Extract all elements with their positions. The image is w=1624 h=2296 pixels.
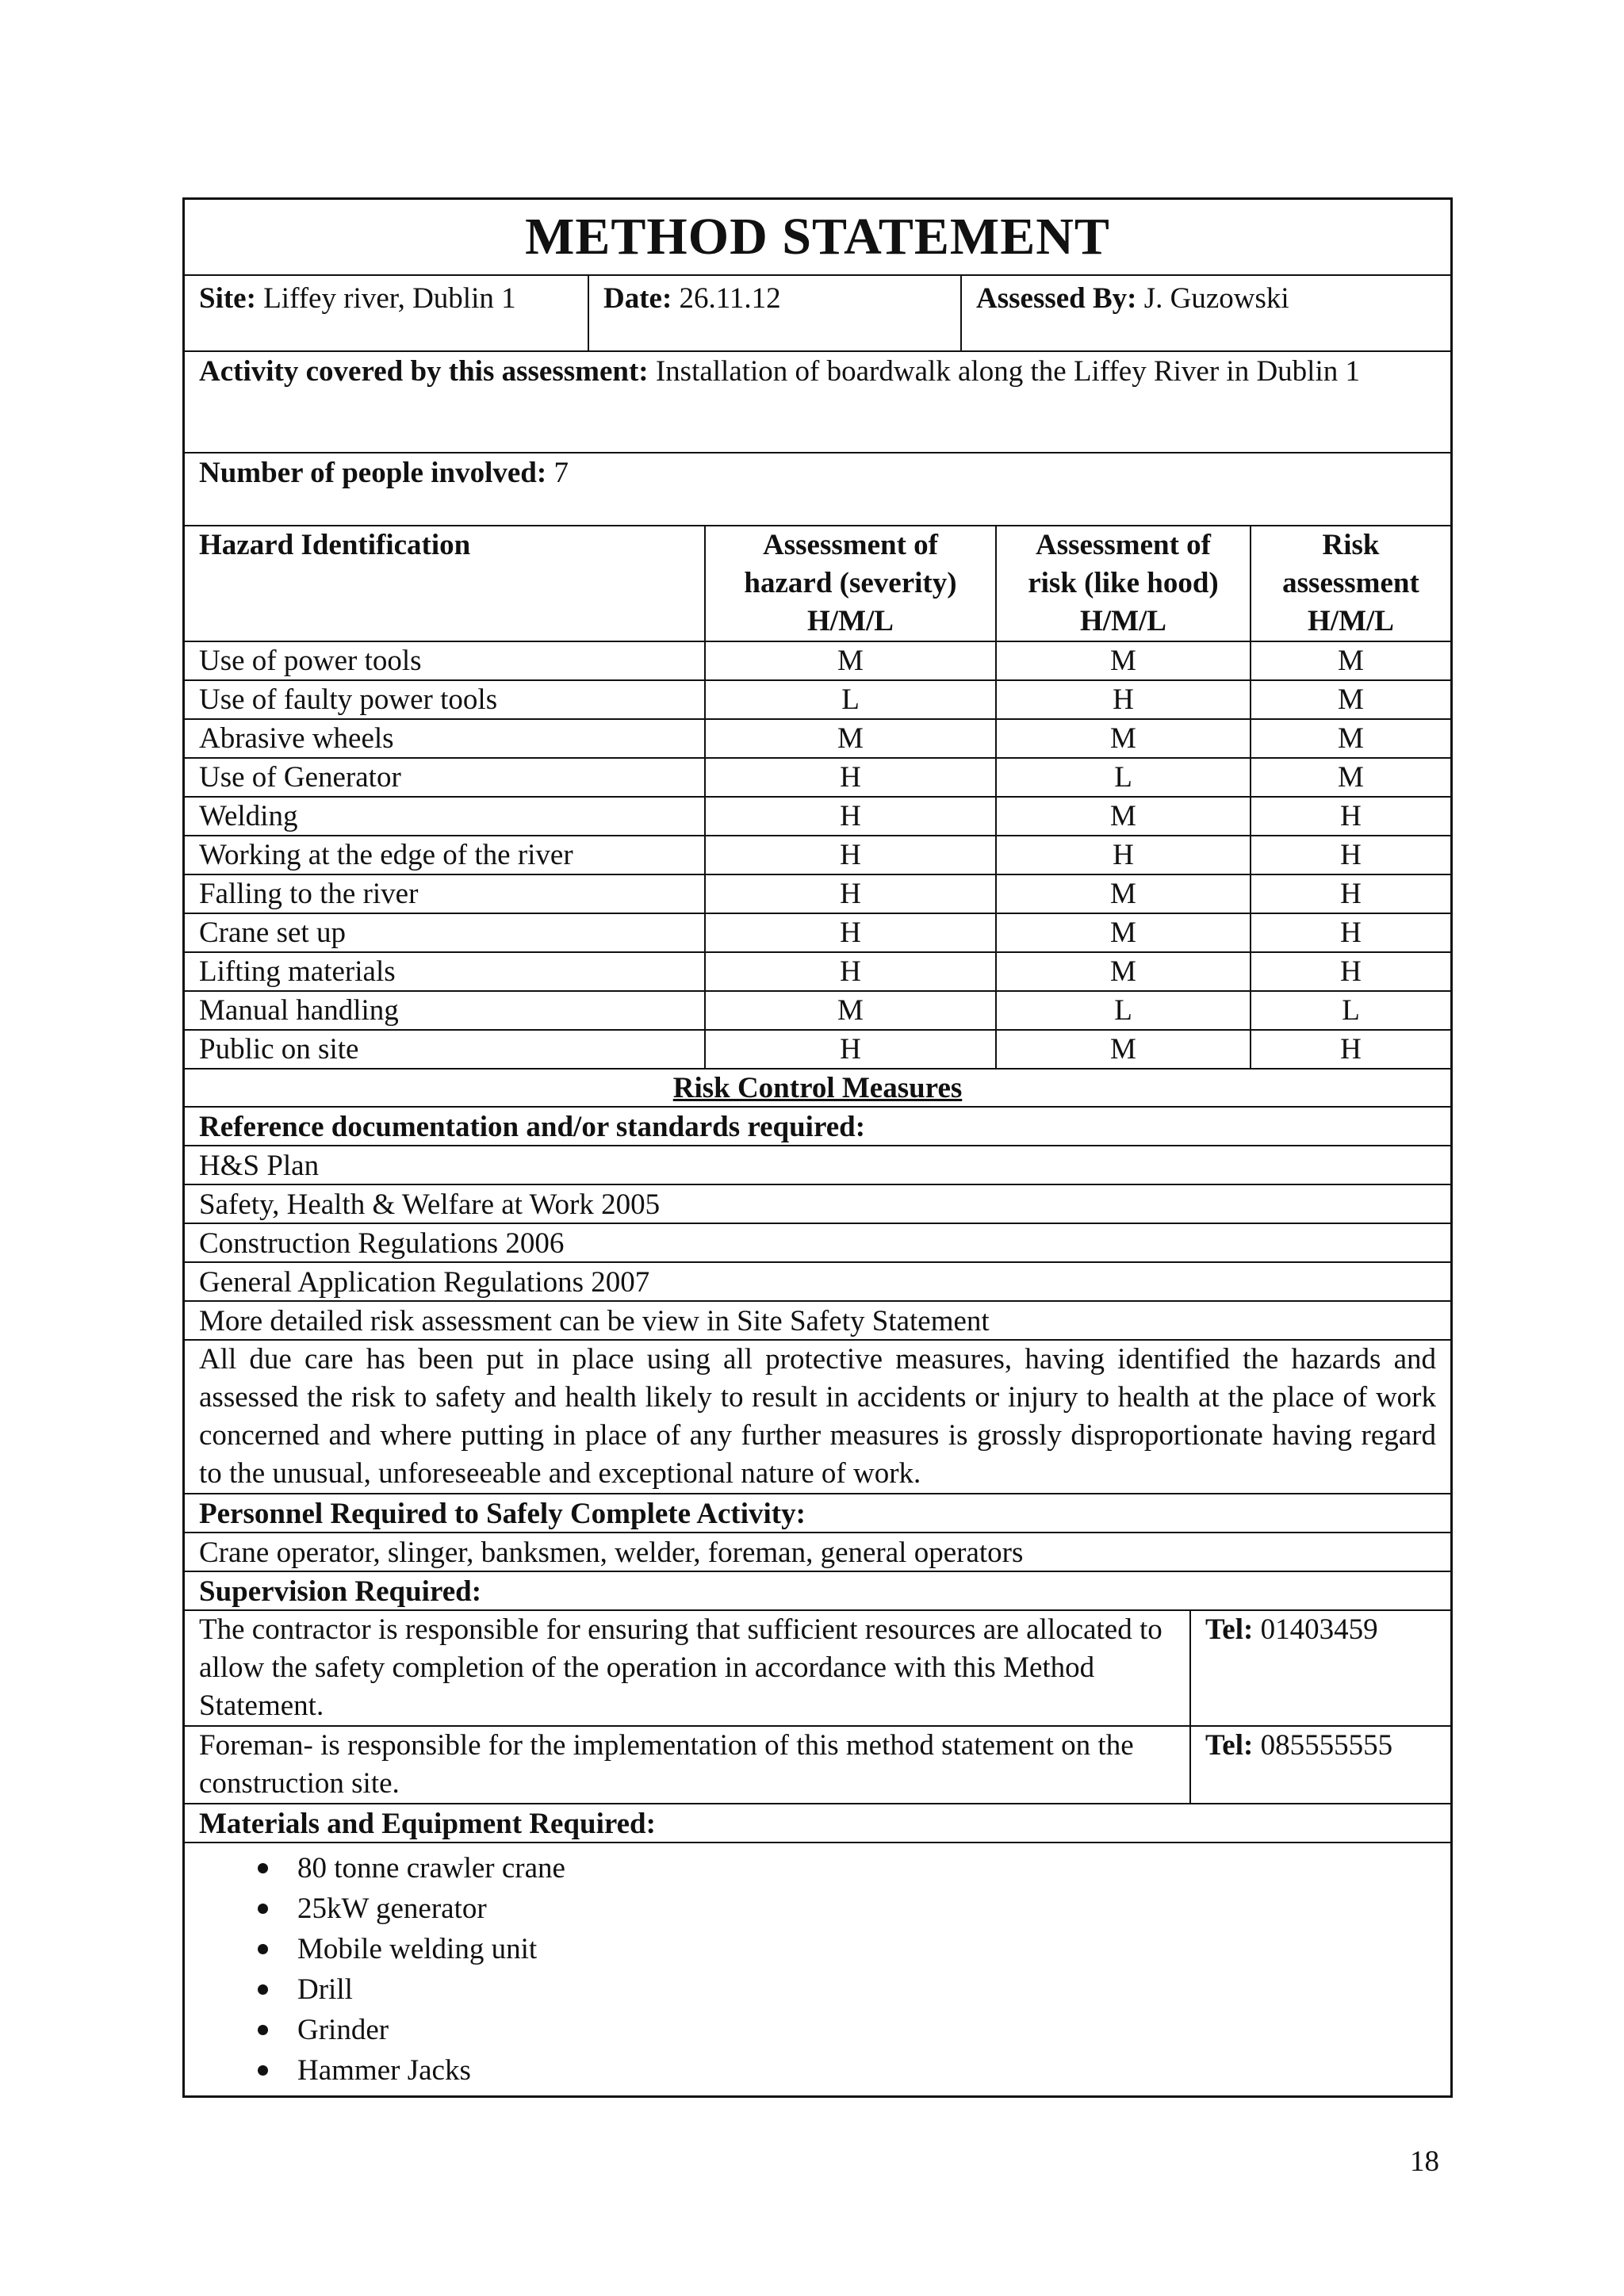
risk-cell: M — [1251, 758, 1450, 797]
due-care-paragraph: All due care has been put in place using all protective measures, having identified the hazards and assessed the risk to safety and health likely to result in accidents or injury to health at the place of work concerned and where putting in place of any further measures is grossly disproportionate having regard to the unusual, unforeseeable and exceptional nature of work. — [185, 1341, 1450, 1494]
activity-label: Activity covered by this assessment: — [199, 355, 649, 388]
supervision-tel — [1191, 1727, 1450, 1803]
table-row — [185, 1030, 1450, 1068]
hazard-cell: Use of faulty power tools — [185, 680, 705, 719]
hazard-table-header — [185, 526, 1450, 641]
severity-cell: H — [705, 874, 996, 913]
likelihood-header-line: risk (like hood) — [1028, 567, 1219, 599]
reference-heading: Reference documentation and/or standards required: — [185, 1108, 1450, 1146]
supervision-heading: Supervision Required: — [185, 1572, 1450, 1611]
activity-value: Installation of boardwalk along the Liffey River in Dublin 1 — [655, 355, 1360, 388]
tel-value: 085555555 — [1260, 1729, 1393, 1762]
reference-item: Construction Regulations 2006 — [185, 1224, 1450, 1263]
table-row — [185, 758, 1450, 797]
table-row — [185, 952, 1450, 991]
likelihood-cell: H — [996, 680, 1251, 719]
hazard-header-text: Hazard Identification — [199, 529, 471, 561]
people-row — [185, 453, 1450, 526]
reference-item: More detailed risk assessment can be view in Site Safety Statement — [185, 1302, 1450, 1341]
severity-cell: H — [705, 952, 996, 991]
materials-heading: Materials and Equipment Required: — [185, 1804, 1450, 1843]
people-value: 7 — [553, 457, 569, 489]
supervision-tel — [1191, 1611, 1450, 1725]
assessed-by-cell — [962, 276, 1450, 350]
table-row — [185, 836, 1450, 874]
severity-cell: M — [705, 991, 996, 1030]
supervision-text: Foreman- is responsible for the implementation of this method statement on the construction site. — [185, 1727, 1191, 1803]
table-row — [185, 991, 1450, 1030]
supervision-item — [185, 1727, 1450, 1804]
risk-header-line: H/M/L — [1308, 605, 1394, 637]
likelihood-cell: M — [996, 874, 1251, 913]
reference-item: General Application Regulations 2007 — [185, 1263, 1450, 1302]
likelihood-header — [996, 526, 1251, 641]
assessed-by-label: Assessed By: — [976, 282, 1137, 315]
severity-cell: L — [705, 680, 996, 719]
table-row — [185, 874, 1450, 913]
likelihood-cell: L — [996, 758, 1251, 797]
hazard-cell: Use of Generator — [185, 758, 705, 797]
hazard-cell: Welding — [185, 797, 705, 836]
list-item: 25kW generator — [297, 1888, 1450, 1929]
materials-list — [185, 1843, 1450, 2095]
likelihood-cell: M — [996, 797, 1251, 836]
personnel-value: Crane operator, slinger, banksmen, welder, foreman, general operators — [185, 1533, 1450, 1572]
likelihood-cell: M — [996, 719, 1251, 758]
severity-header-line: hazard (severity) — [744, 567, 957, 599]
personnel-heading: Personnel Required to Safely Complete Activity: — [185, 1494, 1450, 1533]
risk-header — [1251, 526, 1450, 641]
likelihood-cell: M — [996, 641, 1251, 680]
hazard-cell: Crane set up — [185, 913, 705, 952]
severity-cell: M — [705, 641, 996, 680]
site-value: Liffey river, Dublin 1 — [263, 282, 516, 315]
date-cell — [589, 276, 962, 350]
hazard-cell: Lifting materials — [185, 952, 705, 991]
table-row — [185, 913, 1450, 952]
severity-cell: H — [705, 1030, 996, 1068]
likelihood-cell: L — [996, 991, 1251, 1030]
materials-list-row — [185, 1843, 1450, 2095]
severity-cell: H — [705, 797, 996, 836]
hazard-cell: Public on site — [185, 1030, 705, 1068]
hazard-cell: Falling to the river — [185, 874, 705, 913]
severity-cell: H — [705, 913, 996, 952]
list-item: Grinder — [297, 2010, 1450, 2050]
assessed-by-value: J. Guzowski — [1143, 282, 1289, 315]
reference-item: H&S Plan — [185, 1146, 1450, 1185]
risk-cell: M — [1251, 719, 1450, 758]
risk-cell: H — [1251, 874, 1450, 913]
hazard-cell: Abrasive wheels — [185, 719, 705, 758]
risk-header-line: Risk — [1322, 529, 1380, 561]
tel-label: Tel: — [1205, 1729, 1254, 1762]
supervision-item — [185, 1611, 1450, 1727]
hazard-cell: Manual handling — [185, 991, 705, 1030]
table-row — [185, 719, 1450, 758]
activity-row — [185, 352, 1450, 453]
likelihood-cell: H — [996, 836, 1251, 874]
risk-header-line: assessment — [1282, 567, 1419, 599]
risk-cell: M — [1251, 680, 1450, 719]
method-statement-form — [182, 197, 1453, 2098]
table-row — [185, 797, 1450, 836]
list-item: Mobile welding unit — [297, 1929, 1450, 1969]
supervision-text: The contractor is responsible for ensuring that sufficient resources are allocated to allow the safety completion of the operation in accordance with this Method Statement. — [185, 1611, 1191, 1725]
hazard-cell: Working at the edge of the river — [185, 836, 705, 874]
severity-cell: H — [705, 836, 996, 874]
page-number: 18 — [1410, 2145, 1439, 2178]
likelihood-cell: M — [996, 952, 1251, 991]
table-row — [185, 641, 1450, 680]
date-value: 26.11.12 — [679, 282, 781, 315]
people-label: Number of people involved: — [199, 457, 547, 489]
severity-cell: H — [705, 758, 996, 797]
severity-header-line: H/M/L — [807, 605, 894, 637]
hazard-header — [185, 526, 705, 641]
risk-control-heading: Risk Control Measures — [185, 1070, 1450, 1108]
hazard-cell: Use of power tools — [185, 641, 705, 680]
list-item: Drill — [297, 1969, 1450, 2010]
site-info-row — [185, 276, 1450, 352]
risk-cell: H — [1340, 1033, 1362, 1066]
likelihood-header-line: Assessment of — [1036, 529, 1211, 561]
hazard-table — [185, 526, 1450, 1068]
hazard-section — [185, 526, 1450, 1070]
risk-cell: M — [1251, 641, 1450, 680]
severity-header — [705, 526, 996, 641]
severity-header-line: Assessment of — [763, 529, 938, 561]
severity-cell: M — [705, 719, 996, 758]
tel-value: 01403459 — [1260, 1613, 1378, 1646]
table-row — [185, 680, 1450, 719]
risk-cell: H — [1251, 836, 1450, 874]
site-label: Site: — [199, 282, 256, 315]
likelihood-cell: M — [996, 1030, 1251, 1068]
likelihood-header-line: H/M/L — [1080, 605, 1166, 637]
likelihood-cell: M — [996, 913, 1251, 952]
site-cell — [185, 276, 589, 350]
list-item: Hammer Jacks — [297, 2050, 1450, 2091]
risk-cell: L — [1251, 991, 1450, 1030]
date-label: Date: — [603, 282, 672, 315]
list-item: 80 tonne crawler crane — [297, 1848, 1450, 1888]
reference-item: Safety, Health & Welfare at Work 2005 — [185, 1185, 1450, 1224]
risk-cell: H — [1251, 797, 1450, 836]
tel-label: Tel: — [1205, 1613, 1254, 1646]
risk-cell: H — [1251, 952, 1450, 991]
risk-cell: H — [1251, 913, 1450, 952]
page-title: METHOD STATEMENT — [185, 200, 1450, 276]
